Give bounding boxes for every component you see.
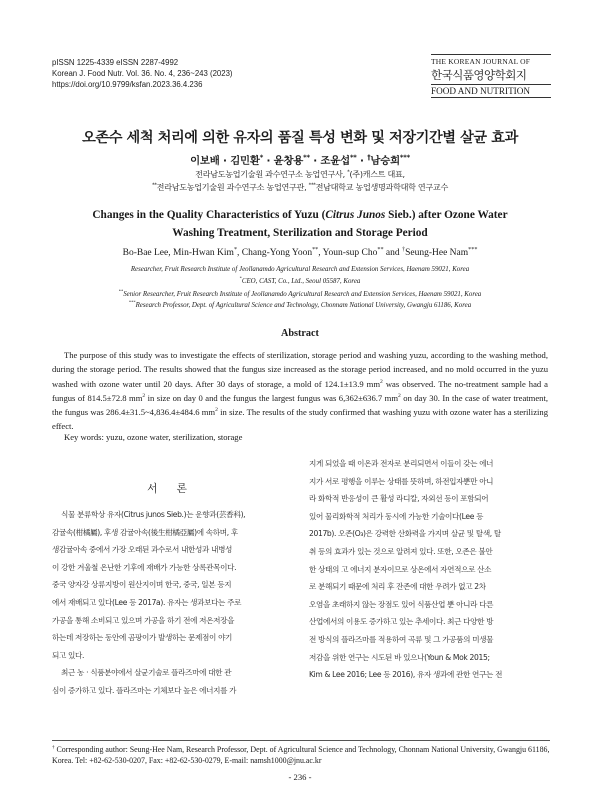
abstract-part-3: in size on day 0 and the fungus the largest fungus was 6,362±636.7 mm: [145, 392, 399, 403]
body-line: 심이 증가하고 있다. 플라즈마는 기체보다 높은 에너지를 가: [52, 685, 237, 695]
journal-name-en: THE KOREAN JOURNAL OF: [431, 57, 531, 66]
publication-info: [52, 57, 233, 91]
affiliation-ko-text-2: (주)캐스트 대표,: [349, 169, 405, 179]
title-en-part-2: Sieb.) after Ozone Water: [385, 209, 508, 221]
affiliation-ko-line-1: [0, 169, 600, 180]
affiliation-en-text-4: Research Professor, Dept. of Agricultural Science and Technology, Chonnam National University, Gwangju 61186, Korea: [135, 302, 472, 309]
corresponding-author-footnote: [52, 740, 550, 766]
author-ko-5: 남승희: [370, 155, 400, 167]
body-line: 되고 있다.: [52, 650, 85, 660]
journal-logo: [431, 54, 551, 98]
affiliation-en-line-1: Researcher, Fruit Research Institute of Jeollanamdo Agricultural Research and Extension Services, Haenam 59021, Korea: [130, 266, 470, 273]
abstract-part-4: on day 30. In the case of water treatment, the fungus was 286.4±31.5~4,836.4±484.6 mm: [52, 392, 548, 418]
body-line: 식물 분류학상 유자(Citrus junos Sieb.)는 운향과(芸香科),: [61, 510, 246, 519]
unit-exponent-3: 2: [398, 393, 401, 400]
footnote-text: Corresponding author: Seung-Hee Nam, Research Professor, Dept. of Agricultural Science and Technology, Chonnam National University, Gwangju 61186, Korea. Tel: +82-62-530-0207, Fax: +82-62-530-0279, E-mail: namsh1000@jnu.ac.kr: [52, 745, 550, 765]
body-line: 전 방식의 플라즈마를 적용하여 곡류 및 그 가공품의 미생물: [309, 634, 494, 644]
authors-korean: [0, 152, 600, 167]
body-line: 있어 물리화학적 처리가 동시에 가능한 기술이다(Lee 등: [309, 511, 484, 521]
title-en-line-2: Washing Treatment, Sterilization and Storage Period: [172, 227, 428, 239]
author-en-mark-4: †: [402, 246, 406, 253]
affiliation-ko-mark-3: ***: [308, 182, 316, 189]
author-ko-2: · 윤창용: [263, 155, 304, 167]
body-column-right: [309, 455, 550, 684]
body-column-left: [52, 506, 292, 700]
author-ko-mark-4: †: [367, 153, 371, 162]
author-ko-mark-5: ***: [399, 153, 410, 162]
body-line: 지게 되었을 때 이온과 전자로 분리되면서 이들이 갖는 에너: [309, 459, 494, 468]
affiliation-ko-mark-2: **: [152, 182, 157, 189]
author-en-mark-2: **: [312, 246, 319, 253]
journal-name-sub: FOOD AND NUTRITION: [431, 84, 551, 98]
author-ko-3: · 조윤섭: [309, 155, 350, 167]
doi-link[interactable]: https://doi.org/10.9799/ksfan.2023.36.4.236: [52, 80, 203, 90]
body-line: 라 화학적 반응성이 큰 활성 라디칼, 자외선 등이 포함되어: [309, 494, 489, 504]
body-line: 이 강한 겨울철 온난한 기후에 재배가 가능한 상록관목이다.: [52, 562, 237, 572]
author-en-5: Seung-Hee Nam: [405, 248, 469, 258]
body-line: 2017b). 오존(O₃)은 강력한 산화력을 가지며 살균 및 탈색, 탈: [309, 529, 501, 539]
title-en-part-1: Changes in the Quality Characteristics of Yuzu (: [92, 209, 326, 221]
author-en-4: and: [383, 248, 403, 258]
affiliation-en-line-3: [0, 288, 600, 298]
section-heading-introduction: 서 론: [147, 483, 195, 495]
body-line: 취 등의 효과가 있는 것으로 알려져 있다. 또한, 오존은 불안: [309, 546, 493, 556]
affiliation-en-mark-2: *: [239, 275, 242, 281]
author-ko-mark-1: *: [259, 153, 264, 162]
affiliation-en-text-3: Senior Researcher, Fruit Research Institute of Jeollanamdo Agricultural Research and Extension Services, Haenam 59021, Korea: [123, 291, 482, 298]
abstract-heading: Abstract: [281, 328, 319, 339]
author-en-mark-1: *: [233, 246, 238, 253]
body-line: 가공을 통해 소비되고 있으며 가공을 하기 전에 저온저장을: [52, 615, 235, 625]
issn: pISSN 1225-4339 eISSN 2287-4992: [52, 58, 179, 67]
affiliation-en-text-2: CEO, CAST, Co., Ltd., Seoul 05587, Korea: [241, 278, 361, 285]
affiliation-ko-mark-1: *: [347, 169, 350, 176]
affiliation-ko-text-4: 전남대학교 농업생명과학대학 연구교수: [315, 182, 448, 192]
unit-exponent-1: 2: [380, 378, 383, 385]
body-line: 로 분해되기 때문에 처리 후 잔존에 대한 우려가 없고 2차: [309, 582, 486, 592]
body-line: 한 상태의 고 에너지 분자이므로 상온에서 자연적으로 산소: [309, 564, 492, 574]
author-en-3: , Youn-sup Cho: [318, 248, 378, 258]
unit-exponent-2: 2: [142, 393, 146, 400]
body-line: 에서 재배되고 있다(Lee 등 2017a). 유자는 생과보다는 주로: [52, 597, 242, 607]
journal-name-ko: 한국식품영양학회지: [431, 68, 527, 82]
page-number: - 236 -: [288, 772, 312, 782]
title-english: [40, 206, 560, 242]
body-line: 생감귤아속 중에서 가장 오래된 과수로서 내한성과 내병성: [52, 545, 233, 555]
body-line: 최근 농 · 식품분야에서 살균기술로 플라즈마에 대한 관: [61, 668, 232, 678]
authors-english: [0, 248, 600, 258]
body-line: 오염을 초래하지 않는 장점도 있어 식품산업 뿐 아니라 다른: [309, 599, 494, 609]
body-line: 하는데 저장하는 동안에 곰팡이가 발생하는 문제점이 야기: [52, 633, 233, 643]
affiliation-en-mark-3: **: [118, 288, 124, 294]
affiliation-ko-text-1: 전라남도농업기술원 과수연구소 농업연구사,: [195, 169, 348, 179]
body-line: 저감을 위한 연구는 시도된 바 있으나(Youn & Mok 2015;: [309, 652, 490, 662]
abstract-part-5: in size. The results of the study confirmed that washing yuzu with ozone water has a sterilizing effect.: [52, 407, 548, 432]
author-en-mark-5: ***: [468, 246, 478, 253]
affiliation-ko-text-3: 전라남도농업기술원 과수연구소 농업연구관,: [156, 182, 309, 192]
title-korean: 오존수 세척 처리에 의한 유자의 품질 특성 변화 및 저장기간별 살균 효과: [82, 130, 518, 146]
abstract-part-2: was observed. The no-treatment sample had a fungus of 814.5±72.8 mm: [52, 378, 548, 403]
author-ko-mark-3: **: [349, 153, 357, 162]
author-en-1: Bo-Bae Lee, Min-Hwan Kim: [122, 248, 234, 258]
affiliation-ko-line-2: [0, 182, 600, 193]
citation: Korean J. Food Nutr. Vol. 36. No. 4, 236~243 (2023): [52, 69, 233, 79]
affiliation-en-line-2: [0, 275, 600, 285]
author-en-2: , Chang-Yong Yoon: [237, 248, 313, 258]
abstract-text: [52, 348, 548, 434]
body-line: Kim & Lee 2016; Lee 등 2016), 유자 생과에 관한 연구는 전: [309, 670, 503, 680]
affiliation-en-mark-4: ***: [128, 299, 136, 305]
unit-exponent-4: 2: [215, 407, 218, 414]
dagger-mark: †: [52, 744, 55, 751]
body-line: 중국 양자강 상류지방이 원산지이며 한국, 중국, 일본 등지: [52, 580, 232, 590]
author-ko-4: ·: [356, 155, 368, 167]
author-ko-mark-2: **: [303, 153, 310, 162]
author-en-mark-3: **: [377, 246, 384, 253]
body-line: 감귤속(柑橘屬), 후생 감귤아속(後生柑橘亞屬)에 속하며, 후: [52, 527, 238, 537]
author-ko-1: 이보배 · 김민환: [190, 155, 260, 167]
journal-rule: [431, 54, 551, 55]
body-line: 지가 서로 평행을 이루는 상태를 뜻하며, 하전입자뿐만 아니: [309, 476, 494, 486]
keywords: Key words: yuzu, ozone water, sterilization, storage: [64, 432, 243, 442]
affiliation-en-line-4: [0, 299, 600, 309]
abstract-part-1: The purpose of this study was to investigate the effects of sterilization, storage period and washing yuzu, according to the washing method, during the storage period. The results showed that the fungus size increased as the storage period increased, and no mold occurred in the yuzu washed with ozone water until 20 days. After 30 days of storage, a mold of 124.1±13.9 mm: [52, 350, 548, 389]
title-en-species: Citrus Junos: [325, 209, 386, 221]
body-line: 산업에서의 이용도 증가하고 있는 추세이다. 최근 다양한 방: [309, 617, 494, 627]
